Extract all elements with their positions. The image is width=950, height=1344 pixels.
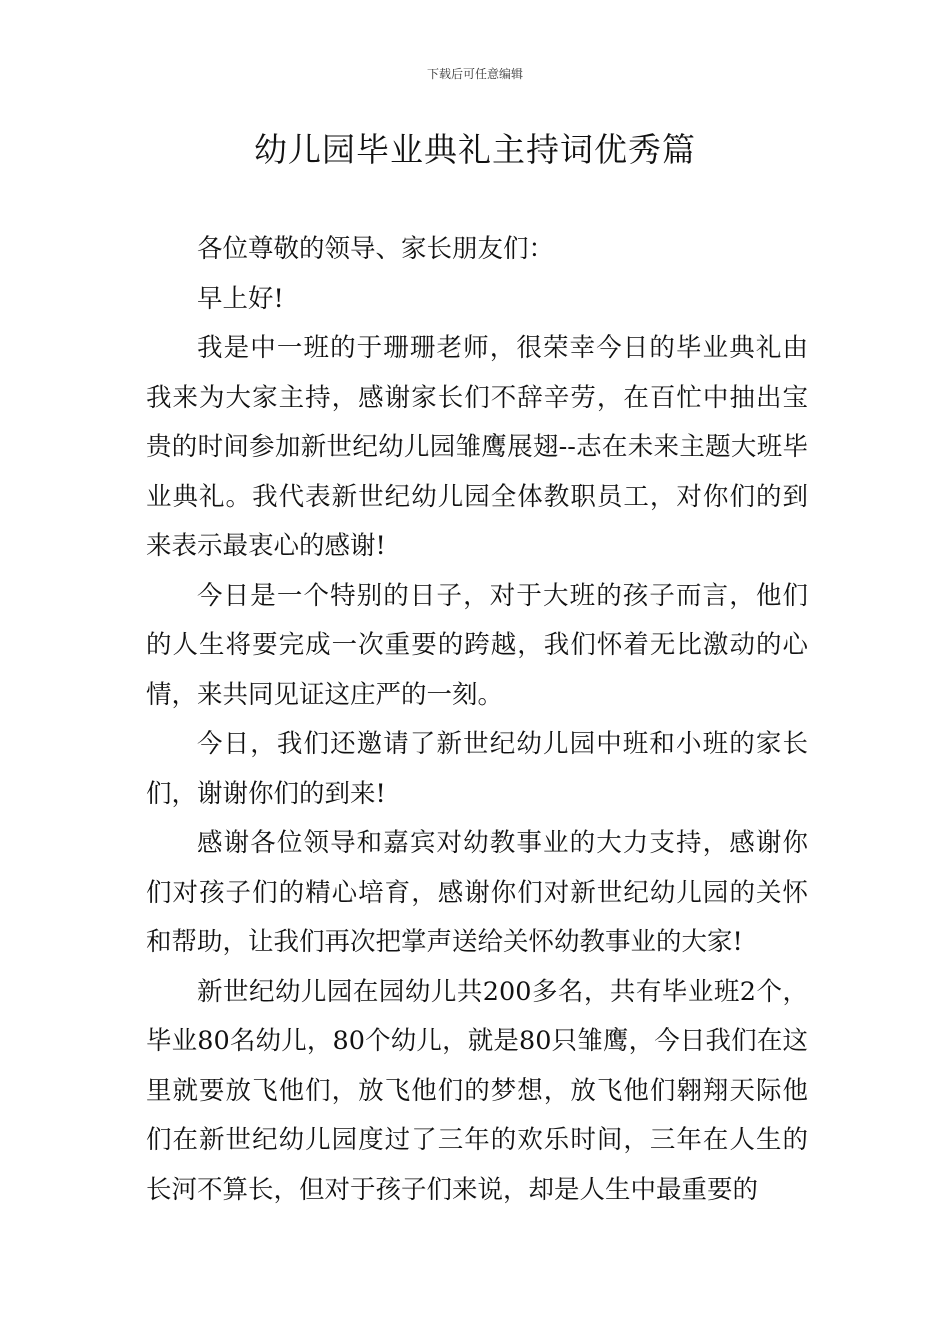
paragraph-invited-parents: 今日，我们还邀请了新世纪幼儿园中班和小班的家长们，谢谢你们的到来! bbox=[146, 729, 808, 809]
paragraph-kindergarten-info: 新世纪幼儿园在园幼儿共200多名，共有毕业班2个，毕业80名幼儿，80个幼儿，就是80只雏鹰，今日我们在这里就要放飞他们，放飞他们的梦想，放飞他们翱翔天际他们在新世纪幼儿园度过了三年的欢乐时间，三年在人生的长河不算长，但对于孩子们来说，却是人生中最重要的 bbox=[146, 976, 808, 1205]
paragraph-introduction: 我是中一班的于珊珊老师，很荣幸今日的毕业典礼由我来为大家主持，感谢家长们不辞辛劳，在百忙中抽出宝贵的时间参加新世纪幼儿园雏鹰展翅--志在未来主题大班毕业典礼。我代表新世纪幼儿园全体教职员工，对你们的到来表示最衷心的感谢! bbox=[146, 333, 808, 561]
paragraph-good-morning: 早上好! bbox=[197, 283, 284, 314]
paragraph-special-day: 今日是一个特别的日子，对于大班的孩子而言，他们的人生将要完成一次重要的跨越，我们怀着无比激动的心情，来共同见证这庄严的一刻。 bbox=[146, 580, 808, 710]
header-note: 下载后可任意编辑 bbox=[426, 67, 523, 81]
document-body bbox=[146, 225, 808, 1215]
paragraph-thanks: 感谢各位领导和嘉宾对幼教事业的大力支持，感谢你们对孩子们的精心培育，感谢你们对新世纪幼儿园的关怀和帮助，让我们再次把掌声送给关怀幼教事业的大家! bbox=[146, 828, 808, 957]
document-title: 幼儿园毕业典礼主持词优秀篇 bbox=[254, 130, 696, 169]
paragraph-greeting: 各位尊敬的领导、家长朋友们： bbox=[197, 234, 555, 264]
